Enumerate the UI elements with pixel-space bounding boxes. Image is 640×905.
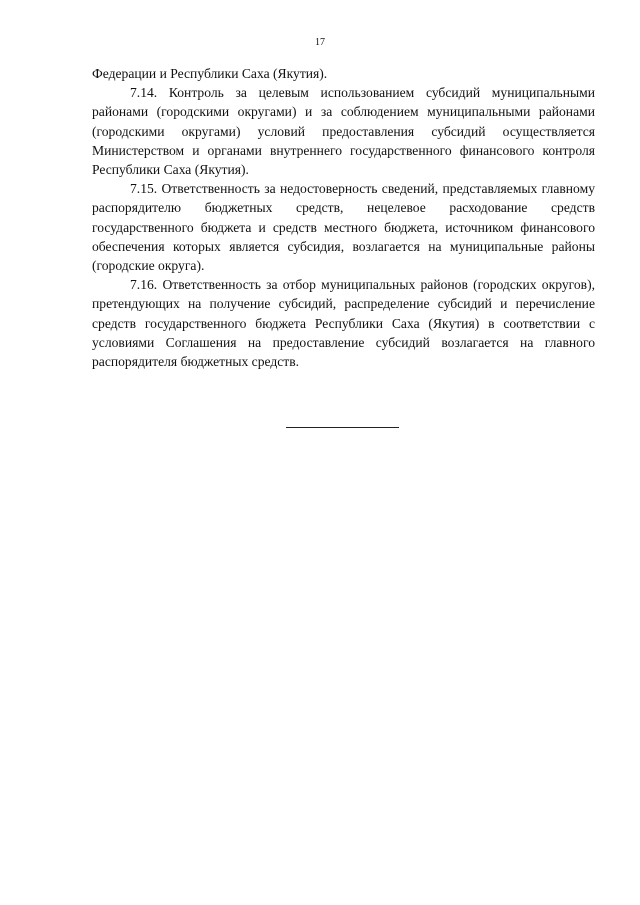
paragraph-continuation: Федерации и Республики Саха (Якутия). [92,66,328,81]
document-body [92,64,595,371]
end-separator-line [286,427,399,428]
paragraph-7-16: 7.16. Ответственность за отбор муниципальных районов (городских округов), претендующих на получение субсидий, распределение субсидий и перечисление средств государственного бюджета Республики Саха (Якутия) в соответствии с условиями Соглашения на предоставление субсидий возлагается на главного распорядителя бюджетных средств. [92,277,595,370]
page-number: 17 [315,37,325,48]
paragraph-7-14: 7.14. Контроль за целевым использованием субсидий муниципальными районами (городскими округами) и за соблюдением муниципальными районами (городскими округами) условий предоставления субсидий осуществляется Министерством и органами внутреннего государственного финансового контроля Республики Саха (Якутия). [92,85,595,178]
paragraph-7-15: 7.15. Ответственность за недостоверность сведений, представляемых главному распорядителю бюджетных средств, нецелевое расходование средств государственного бюджета и средств местного бюджета, источником финансового обеспечения которых является субсидия, возлагается на муниципальные районы (городские округа). [92,181,595,274]
